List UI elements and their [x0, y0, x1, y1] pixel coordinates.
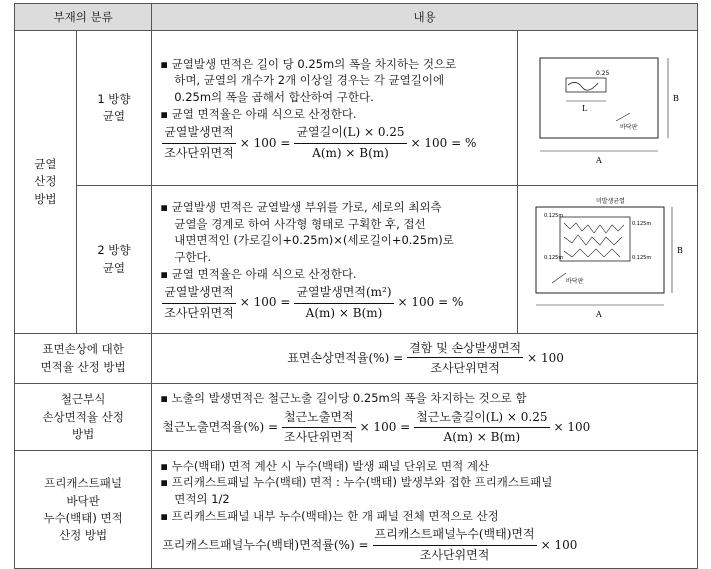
precast-panel-content: [152, 451, 698, 569]
diagram-label-l: L: [581, 104, 588, 113]
diagram-label-b: B: [672, 94, 679, 103]
formula-operator: × 100: [553, 419, 591, 434]
one-way-crack-diagram: [517, 31, 697, 186]
bullet-text: ▪ 노출의 발생면적은 철근노출 길이당 0.25m의 폭을 차지하는 것으로 함: [160, 391, 527, 405]
formula-operator: × 100 =: [359, 419, 411, 434]
formula-operator: × 100 = %: [397, 295, 464, 310]
formula-denominator: A(m) × B(m): [305, 305, 383, 320]
two-way-crack-diagram: [517, 186, 697, 334]
diagram-label-dir: 바닥판: [619, 124, 638, 131]
formula-numerator: 철근노출면적: [282, 409, 356, 428]
bullet-text-cont: 하며, 균열의 개수가 2개 이상일 경우는 각 균열길이에: [174, 73, 445, 88]
bullet-text-cont: 구한다.: [174, 249, 212, 264]
bullet-text: ▪ 균열발생 면적은 균열발생 부위를 가로, 세로의 최외측: [160, 199, 442, 214]
formula-denominator: 조사단위면적: [419, 547, 490, 562]
bullet-text: ▪ 균열발생 면적은 길이 당 0.25m의 폭을 차지하는 것으로: [160, 56, 457, 71]
diagram-label-w3: 0.125m: [631, 220, 652, 227]
header-category: 부재의 분류: [15, 4, 152, 31]
bullet-text-cont: 면적의 1/2: [174, 492, 230, 507]
one-way-crack-content: [152, 31, 518, 186]
diagram-label-w: 0.25: [595, 70, 610, 77]
bullet-text: ▪ 균열 면적율은 아래 식으로 산정한다.: [160, 106, 357, 121]
surface-formula: [154, 339, 697, 376]
two-way-crack-content: [152, 186, 518, 334]
one-way-crack-label: 1 방향 균열: [76, 31, 152, 186]
bullet-text: ▪ 프리캐스트패널 누수(백태) 면적 : 누수(백태) 발생부와 접한 프리캐스트패널: [160, 475, 553, 490]
formula-numerator: 균열발생면적(m²): [294, 284, 393, 303]
formula-denominator: A(m) × B(m): [443, 430, 521, 445]
formula-denominator: 조사단위면적: [284, 430, 354, 445]
formula-lhs: 표면손상면적율(%) =: [287, 351, 404, 365]
formula-numerator: 균열발생면적: [162, 284, 236, 303]
bullet-text-cont: 내면면적인 (가로길이+0.25m)×(세로길이+0.25m)로: [174, 233, 454, 248]
diagram-label-w2: 0.125m: [543, 254, 564, 261]
surface-damage-label: 표면손상에 대한 면적율 산정 방법: [15, 334, 152, 384]
formula-operator: × 100 =: [239, 135, 291, 150]
bullet-text: ▪ 프리캐스트패널 내부 누수(백태)는 한 개 패널 전체 면적으로 산정: [160, 508, 499, 523]
rebar-corrosion-label: 철근부식 손상면적율 산정 방법: [15, 384, 152, 451]
bullet-text: ▪ 누수(백태) 면적 계산 시 누수(백태) 발생 패널 단위로 면적 계산: [160, 458, 490, 473]
formula-lhs: 프리캐스트패널누수(백태)면적률(%) =: [162, 537, 369, 552]
formula-lhs: 철근노출면적율(%) =: [162, 419, 278, 434]
header-content: 내용: [152, 4, 698, 31]
formula-operator: × 100: [527, 350, 564, 365]
diagram-label-a: A: [595, 156, 602, 165]
one-way-diagram-svg: [518, 33, 696, 183]
diagram-label-w4: 0.125m: [631, 254, 652, 261]
rebar-formula: [162, 409, 691, 447]
diagram-label-top: 미발생균열: [595, 197, 625, 205]
crack-calculation-table: [14, 3, 698, 569]
formula-denominator: 조사단위면적: [430, 361, 500, 375]
bullet-text-cont: 균열을 경계로 하여 사각형 형태로 구획한 후, 접선: [174, 216, 426, 231]
formula-denominator: 조사단위면적: [164, 145, 234, 160]
formula-operator: × 100 = %: [410, 135, 477, 150]
bullet-text: ▪ 균열 면적율은 아래 식으로 산정한다.: [160, 266, 357, 281]
surface-damage-content: [152, 334, 698, 384]
diagram-label-a: A: [595, 309, 602, 319]
formula-denominator: 조사단위면적: [164, 305, 234, 320]
precast-panel-label: 프리캐스트패널 바닥판 누수(백태) 면적 산정 방법: [15, 451, 152, 569]
two-way-crack-label: 2 방향 균열: [76, 186, 152, 334]
two-way-diagram-svg: [518, 187, 696, 333]
diagram-label-b: B: [676, 245, 683, 255]
formula-numerator: 균열길이(L) × 0.25: [294, 124, 406, 143]
crack-group-label: 균열 산정 방법: [15, 31, 77, 334]
diagram-label-w1: 0.125m: [543, 212, 564, 219]
bullet-text-cont: 0.25m의 폭을 곱해서 합산하여 구한다.: [174, 90, 374, 105]
formula-numerator: 균열발생면적: [162, 124, 236, 143]
one-way-formula: [162, 124, 511, 162]
formula-operator: × 100: [540, 537, 578, 552]
formula-numerator: 결함 및 손상발생면적: [407, 339, 523, 358]
formula-numerator: 철근노출길이(L) × 0.25: [414, 409, 549, 428]
two-way-formula: [162, 284, 511, 322]
formula-denominator: A(m) × B(m): [312, 145, 389, 160]
formula-numerator: 프리캐스트패널누수(백태)면적: [373, 526, 537, 545]
formula-operator: × 100 =: [239, 295, 291, 310]
rebar-corrosion-content: [152, 384, 698, 451]
diagram-label-dir: 바닥판: [565, 277, 584, 285]
precast-formula: [162, 526, 691, 564]
